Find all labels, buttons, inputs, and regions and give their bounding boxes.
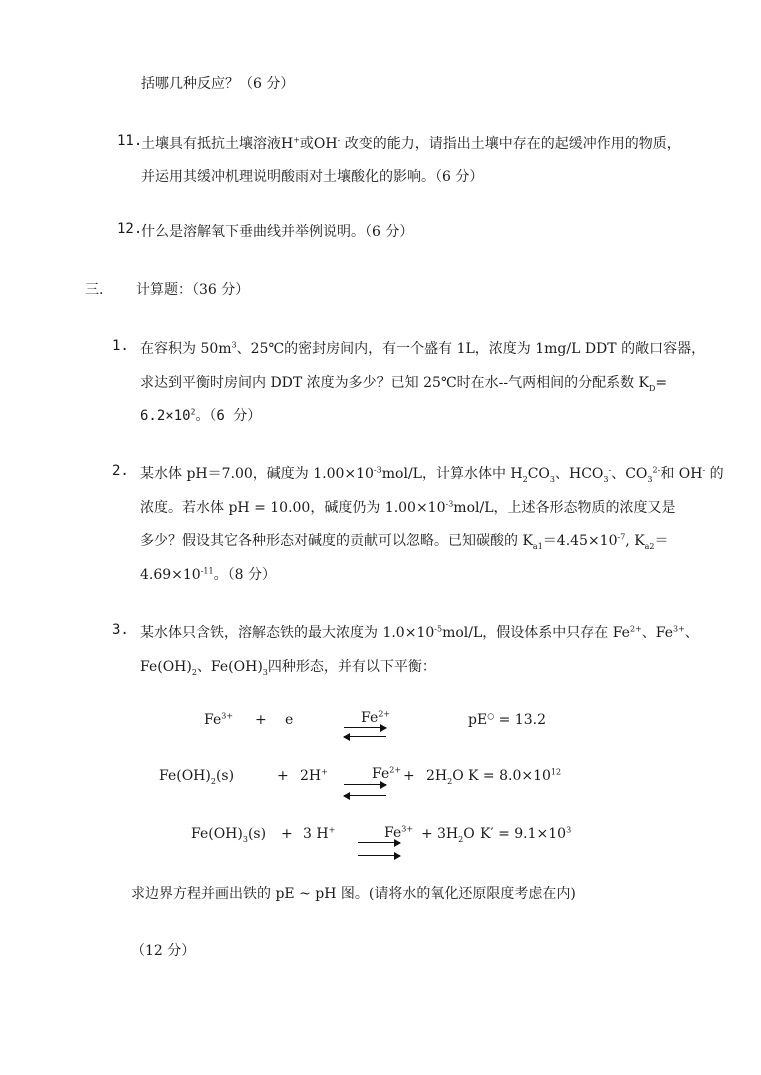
p2-line2: 浓度。若水体 pH = 10.00，碱度仍为 $1.00\times 10^{-3}mol/L$，上述各形态物质的浓度又是 [140, 499, 676, 516]
p3-score: （12 分） [131, 943, 196, 959]
eq3-proton: 3 H+ [303, 825, 336, 842]
q11-line2: 并运用其缓冲机理说明酸雨对土壤酸化的影响。（6 分） [141, 169, 484, 185]
q11-number: 11. [117, 133, 143, 149]
eq2-plus2: + [403, 768, 415, 784]
q11-line1: 土壤具有抵抗土壤溶液H+或OH- 改变的能力，请指出土壤中存在的起缓冲作用的物质， [141, 135, 681, 152]
p3-number: 3. [112, 622, 129, 638]
eq1-electron: e [285, 712, 294, 728]
p3-task: 求边界方程并画出铁的 pE ~ pH 图。(请将水的氧化还原限度考虑在内) [131, 886, 576, 902]
eq2-water: $2H_2O$ [426, 768, 464, 786]
p3-line2: $Fe(OH)_2$、$Fe(OH)_3$四种形态，并有以下平衡： [140, 659, 436, 677]
eq2-proton: 2H+ [300, 767, 328, 784]
eq3-product: $Fe^{3+}$ [384, 824, 414, 841]
p1-line3: $6.2\times 10^2$。（6 分） [140, 407, 262, 424]
eq2-reverse-arrow [344, 795, 386, 796]
p2-line4: $4.69\times 10^{-11}$。（8 分） [140, 566, 276, 583]
p2-line3: 多少？假设其它各种形态对碱度的贡献可以忽略。已知碳酸的 $K_{a1}=4.45\times 10^{-7}$, $K_{a2}=$ [140, 532, 669, 551]
eq2-plus: + [277, 768, 289, 784]
p1-line1: 在容积为 $50m^3$、25℃的密封房间内，有一个盛有 1L，浓度为 1mg/L DDT 的敞口容器， [140, 340, 706, 357]
eq2-constant: $K = 8.0\times 10^{12}$ [468, 767, 562, 784]
q12-text: 什么是溶解氧下垂曲线并举例说明。（6 分） [141, 224, 414, 240]
eq3-water: $3H_2O$ [437, 826, 475, 844]
p1-line2: 求达到平衡时房间内 DDT 浓度为多少？已知 25℃时在水--气两相间的分配系数 $K_D=$ [140, 375, 668, 393]
p2-number: 2. [112, 463, 129, 479]
section-3-title: 计算题：（36 分） [136, 282, 250, 298]
prev-question-tail: 括哪几种反应？（6 分） [141, 76, 295, 92]
eq3-reverse-arrow [358, 855, 400, 856]
section-3-number: 三. [85, 282, 104, 298]
p1-number: 1. [112, 338, 129, 354]
p2-line1: 某水体 pH＝7.00，碱度为 $1.00\times 10^{-3}mol/L$，计算水体中 $H_2CO_3$、$HCO_3^-$、$CO_3^{2-}$和 OH- 的 [140, 465, 724, 484]
eq1-product: $Fe^{2+}$ [361, 709, 391, 726]
eq3-forward-arrow [358, 842, 400, 843]
eq3-constant: $K' = 9.1\times 10^3$ [480, 825, 572, 842]
eq3-plus2: + [421, 826, 433, 842]
eq1-forward-arrow [344, 727, 386, 728]
eq2-reactant: $Fe(OH)_2(s)$ [159, 768, 235, 786]
eq1-reverse-arrow [344, 736, 386, 737]
q12-number: 12. [117, 221, 143, 237]
p3-line1: 某水体只含铁，溶解态铁的最大浓度为 $1.0\times 10^{-5}mol/L$，假设体系中只存在 $Fe^{2+}$、$Fe^{3+}$、 [140, 624, 699, 641]
eq1-reactant: $Fe^{3+}$ [204, 711, 234, 728]
eq2-forward-arrow [344, 784, 386, 785]
eq1-constant: pE○ = 13.2 [468, 711, 546, 728]
eq3-plus: + [281, 826, 293, 842]
eq3-reactant: $Fe(OH)_3(s)$ [191, 826, 267, 844]
eq2-product: $Fe^{2+}$ [372, 765, 402, 782]
eq1-plus: + [255, 712, 267, 728]
